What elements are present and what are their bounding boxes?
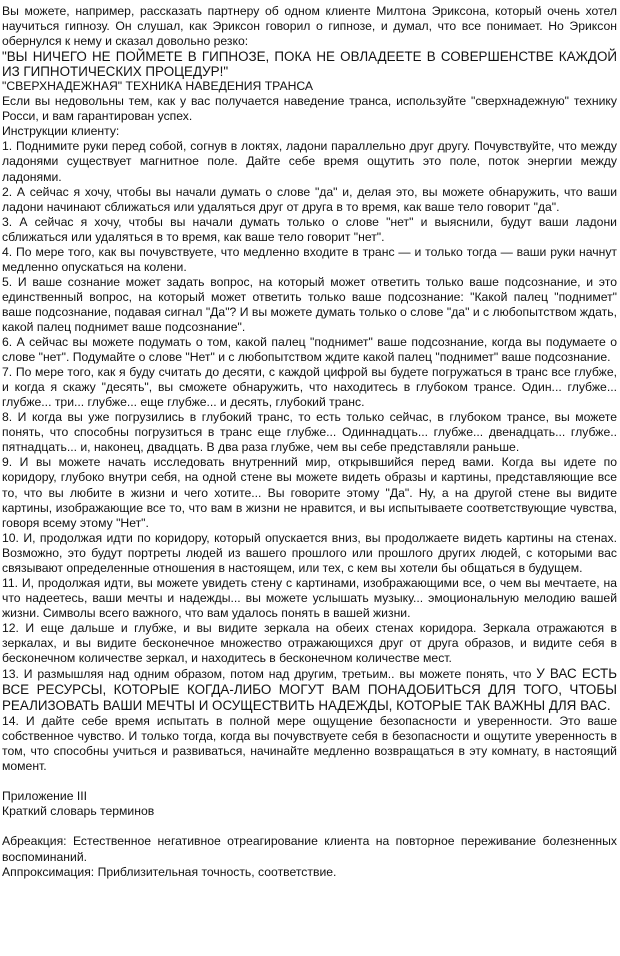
step-2: 2. А сейчас я хочу, чтобы вы начали думать о слове "да" и, делая это, вы можете обнаружить, что ваши ладони начинают сближаться или удаляться друг от друга в то время, как ваше тело говорит "да". <box>2 184 617 214</box>
spacer <box>2 819 617 834</box>
step-1: 1. Поднимите руки перед собой, согнув в локтях, ладони параллельно друг другу. Почувствуйте, что между ладонями существует магнитное поле. Дайте себе время ощутить это поле, поток энергии между ладонями. <box>2 139 617 184</box>
appendix-title: Приложение III <box>2 789 88 804</box>
instructions-label: Инструкции клиенту: <box>2 124 120 139</box>
step-13 <box>2 666 617 714</box>
intro-paragraph: Вы можете, например, рассказать партнеру об одном клиенте Милтона Эриксона, который очень хотел научиться гипнозу. Он слушал, как Эриксон говорил о гипнозе, и думал, что все понимает. Но Эриксон обернулся к нему и сказал довольно резко: <box>2 4 617 49</box>
step-3: 3. А сейчас я хочу, чтобы вы начали думать только о слове "нет" и выяснили, будут ваши ладони сближаться или удаляться в то время, как ваше тело говорит "нет". <box>2 214 617 244</box>
step-10: 10. И, продолжая идти по коридору, который опускается вниз, вы продолжаете видеть картины на стенах. Возможно, это будут портреты людей из вашего прошлого или прошлого других людей, с которыми вас связывают определенные отношения в настоящем, или тех, с кем вы хотели бы общаться в будущем. <box>2 530 617 575</box>
step-9: 9. И вы можете начать исследовать внутренний мир, открывшийся перед вами. Когда вы идете по коридору, глубоко внутри себя, на одной стене вы можете видеть образы и картины, представляющие все то, что вы любите в жизни и чего хотите... Вы говорите этому "Да". Ну, а на другой стене вы видите картины, изображающие все то, что вам в жизни не нравится, и вы испытываете соответствующие чувства, говоря всему этому "Нет". <box>2 455 617 530</box>
step-4: 4. По мере того, как вы почувствуете, что медленно входите в транс — и только тогда — ваши руки начнут медленно опускаться на колени. <box>2 244 617 274</box>
step-7: 7. По мере того, как я буду считать до десяти, с каждой цифрой вы будете погружаться в транс все глубже, и когда я скажу "десять", вы сможете обнаружить, что находитесь в глубоком трансе. Один... глубже... глубже... три... глубже... еще глубже... и десять, глубокий транс. <box>2 365 617 410</box>
erickson-quote: "ВЫ НИЧЕГО НЕ ПОЙМЕТЕ В ГИПНОЗЕ, ПОКА НЕ ОВЛАДЕЕТЕ В СОВЕРШЕНСТВЕ КАЖДОЙ ИЗ ГИПНОТИЧЕСКИХ ПРОЦЕДУР!" <box>2 49 617 80</box>
step-8: 8. И когда вы уже погрузились в глубокий транс, то есть только сейчас, в глубоком трансе, вы можете понять, что способны погрузиться в транс еще глубже... Одиннадцать... глубже... двенадцать... глубже.. пятнадцать... и, наконец, двадцать. В два раза глубже, чем вы себе представляли раньше. <box>2 410 617 455</box>
step-6: 6. А сейчас вы можете подумать о том, какой палец "поднимет" ваше подсознание, когда вы подумаете о слове "нет". Подумайте о слове "Нет" и с любопытством ждите какой палец "поднимет" ваше подсознание. <box>2 335 617 365</box>
step-13-lead: 13. И размышляя над одним образом, потом над другим, третьим.. вы можете понять, что <box>2 667 537 682</box>
step-12: 12. И еще дальше и глубже, и вы видите зеркала на обеих стенах коридора. Зеркала отражаются в зеркалах, и вы видите бесконечное множество отражающихся друг от друга образов, и видите себя в бесконечном количестве зеркал, и находитесь в бесконечном количестве мест. <box>2 620 617 666</box>
step-11: 11. И, продолжая идти, вы можете увидеть стену с картинами, изображающими все, о чем вы мечтаете, на что надеетесь, ваши мечты и надежды... вы можете услышать музыку... эмоциональную мелодию вашей жизни. Символы всего важного, что вам удалось понять в вашей жизни. <box>2 575 617 620</box>
spacer <box>2 774 617 789</box>
technique-title: "СВЕРХНАДЕЖНАЯ" ТЕХНИКА НАВЕДЕНИЯ ТРАНСА <box>2 79 314 94</box>
glossary-entry-abreaction: Абреакция: Естественное негативное отреагирование клиента на повторное переживание болезненных воспоминаний. <box>2 834 617 864</box>
step-14: 14. И дайте себе время испытать в полной мере ощущение безопасности и уверенности. Это ваше собственное чувство. И только тогда, когда вы почувствуете себя в безопасности и ощутите уверенность в том, что способны учиться и развиваться, начинайте медленно возвращаться в эту комнату, в настоящий момент. <box>2 714 617 774</box>
step-5: 5. И ваше сознание может задать вопрос, на который может ответить только ваше подсознание, и это единственный вопрос, на который может ответить только ваше подсознание: "Какой палец "поднимет" ваше подсознание, подавая сигнал "Да"? И вы можете думать только о слове "да" и с любопытством ждать, какой палец поднимет ваше подсознание". <box>2 274 617 334</box>
technique-intro: Если вы недовольны тем, как у вас получается наведение транса, используйте "сверхнадежную" технику Росси, и вам гарантирован успех. <box>2 94 617 124</box>
step-13-caps: У ВАС ЕСТЬ ВСЕ РЕСУРСЫ, КОТОРЫЕ КОГДА-ЛИБО МОГУТ ВАМ ПОНАДОБИТЬСЯ ДЛЯ ТОГО, ЧТОБЫ РЕАЛИЗОВАТЬ ВАШИ МЕЧТЫ И ОСУЩЕСТВИТЬ НАДЕЖДЫ, КОТОРЫЕ ТАК ВАЖНЫ ДЛЯ ВАС. <box>2 666 617 714</box>
glossary-entry-approximation: Аппроксимация: Приблизительная точность, соответствие. <box>2 864 337 879</box>
appendix-subtitle: Краткий словарь терминов <box>2 804 155 819</box>
